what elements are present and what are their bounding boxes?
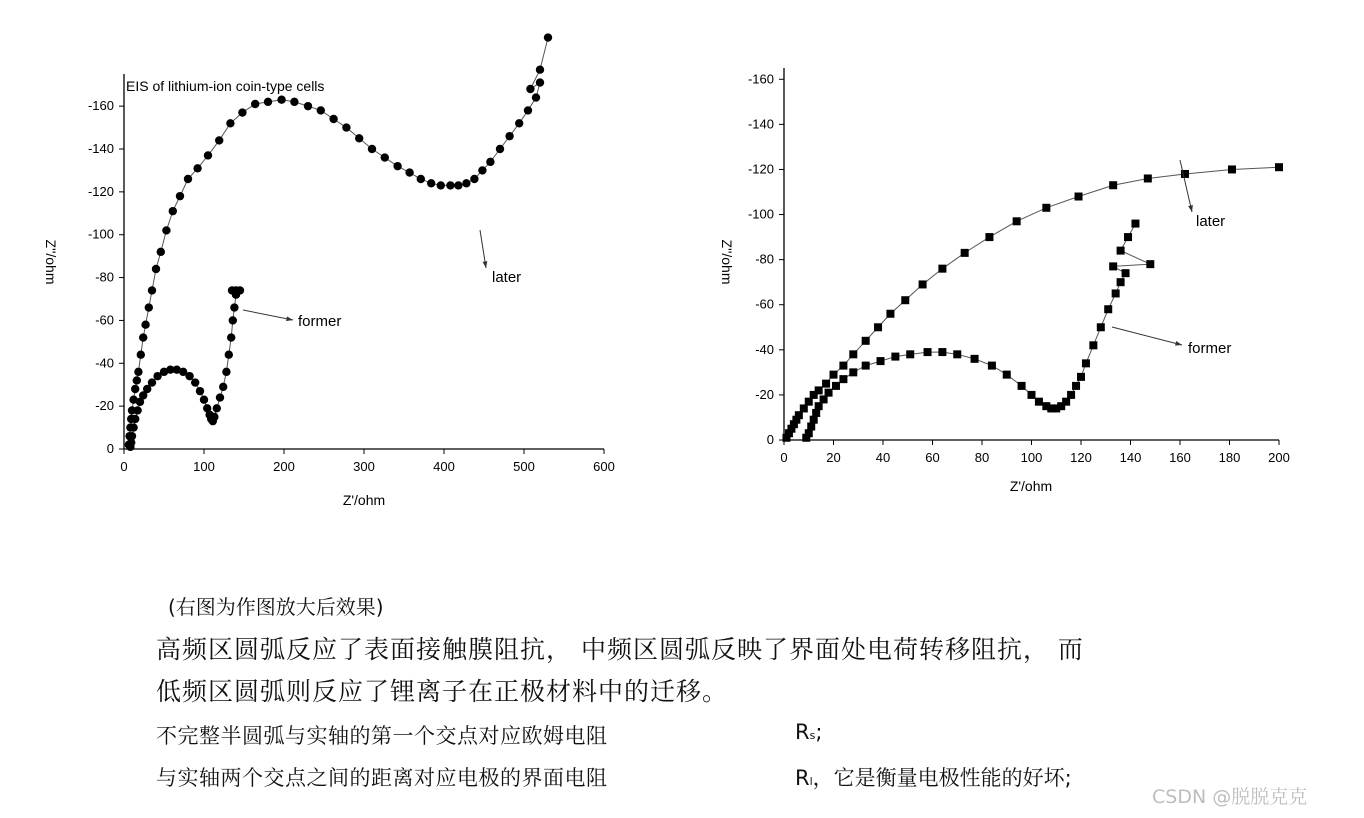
- y-tick-label: -160: [87, 98, 114, 114]
- y-tick-label: -40: [755, 341, 774, 357]
- data-point-former: [1067, 391, 1075, 399]
- annotation-label-former: former: [1188, 340, 1232, 357]
- data-point-later: [427, 179, 435, 187]
- data-point-later: [901, 296, 909, 304]
- data-point-former: [191, 378, 199, 386]
- annotation-label-later: later: [492, 269, 522, 286]
- y-tick-label: -40: [95, 355, 114, 371]
- y-tick-label: -100: [87, 226, 114, 242]
- x-tick-label: 80: [974, 450, 990, 465]
- data-point-former: [1122, 269, 1130, 277]
- x-tick-label: 40: [875, 450, 891, 465]
- data-point-former: [953, 350, 961, 358]
- rl-tail: ，它是衡量电极性能的好坏;: [812, 766, 1072, 790]
- data-point-later: [169, 207, 177, 215]
- data-point-former: [1089, 341, 1097, 349]
- ohmic-resistance-line: 不完整半圆弧与实轴的第一个交点对应欧姆电阻: [156, 724, 608, 748]
- data-point-later: [204, 151, 212, 159]
- data-point-former: [1082, 359, 1090, 367]
- x-axis-label: Z'/ohm: [1009, 478, 1053, 494]
- data-point-later: [815, 386, 823, 394]
- x-tick-label: 100: [193, 459, 215, 474]
- data-point-later: [368, 145, 376, 153]
- data-point-later: [1042, 204, 1050, 212]
- data-point-later: [462, 179, 470, 187]
- data-point-former: [1117, 247, 1125, 255]
- data-point-later: [496, 145, 504, 153]
- data-point-later: [317, 106, 325, 114]
- x-axis-label: Z'/ohm: [342, 492, 386, 508]
- rs-tail: ;: [815, 720, 823, 744]
- y-axis-label: Z''/ohm: [719, 239, 735, 285]
- data-point-former: [877, 357, 885, 365]
- x-tick-label: 120: [1070, 450, 1092, 465]
- data-point-former: [200, 396, 208, 404]
- data-point-later: [919, 280, 927, 288]
- series-former: [802, 220, 1154, 442]
- data-point-later: [486, 158, 494, 166]
- data-point-later: [470, 175, 478, 183]
- data-point-later: [131, 385, 139, 393]
- paragraph-line-1: 高频区圆弧反应了表面接触膜阻抗， 中频区圆弧反映了界面处电荷转移阻抗， 而: [156, 635, 1084, 664]
- data-point-former: [148, 378, 156, 386]
- data-point-former: [988, 362, 996, 370]
- data-point-later: [849, 350, 857, 358]
- annotation-arrowhead-former: [286, 316, 293, 321]
- data-point-later: [874, 323, 882, 331]
- data-point-later: [184, 175, 192, 183]
- annotation-arrowhead-former: [1175, 341, 1182, 346]
- data-point-former: [210, 413, 218, 421]
- data-point-former: [1003, 371, 1011, 379]
- series-later: [125, 33, 553, 449]
- data-point-later: [342, 123, 350, 131]
- data-point-later: [417, 175, 425, 183]
- data-point-former: [1112, 289, 1120, 297]
- data-point-later: [446, 181, 454, 189]
- y-tick-label: -120: [747, 161, 774, 177]
- y-tick-label: -140: [747, 116, 774, 132]
- data-point-former: [133, 406, 141, 414]
- annotation-arrowhead-later: [483, 261, 488, 268]
- data-point-later: [454, 181, 462, 189]
- y-tick-label: -60: [755, 296, 774, 312]
- data-point-former: [1124, 233, 1132, 241]
- data-point-later: [1228, 165, 1236, 173]
- rs-symbol: [795, 720, 822, 744]
- data-point-former: [128, 432, 136, 440]
- y-tick-label: -120: [87, 183, 114, 199]
- x-tick-label: 0: [120, 459, 128, 474]
- y-tick-label: -100: [747, 206, 774, 222]
- data-point-former: [219, 383, 227, 391]
- data-point-later: [822, 380, 830, 388]
- rs-letter: R: [795, 720, 810, 744]
- data-point-former: [229, 316, 237, 324]
- data-point-later: [1075, 193, 1083, 201]
- rl-subscript: l: [809, 775, 813, 788]
- data-point-former: [924, 348, 932, 356]
- data-point-later: [251, 100, 259, 108]
- data-point-later: [277, 96, 285, 104]
- data-point-former: [825, 389, 833, 397]
- data-point-later: [938, 265, 946, 273]
- data-point-former: [839, 375, 847, 383]
- data-point-later: [290, 98, 298, 106]
- x-tick-label: 300: [353, 459, 375, 474]
- data-point-former: [1097, 323, 1105, 331]
- data-point-later: [437, 181, 445, 189]
- x-tick-label: 20: [826, 450, 841, 465]
- data-point-former: [906, 350, 914, 358]
- y-tick-label: -20: [755, 386, 774, 402]
- data-point-former: [1146, 260, 1154, 268]
- data-point-later: [176, 192, 184, 200]
- figure-caption: (右图为作图放大后效果): [168, 595, 384, 619]
- data-point-later: [193, 164, 201, 172]
- data-point-former: [1109, 262, 1117, 270]
- data-point-former: [849, 368, 857, 376]
- data-point-later: [886, 310, 894, 318]
- data-point-former: [225, 351, 233, 359]
- data-point-later: [1275, 163, 1283, 171]
- data-point-later: [393, 162, 401, 170]
- data-point-later: [238, 108, 246, 116]
- data-point-former: [185, 372, 193, 380]
- data-point-former: [222, 368, 230, 376]
- chart-title: EIS of lithium-ion coin-type cells: [126, 78, 325, 94]
- chart-2: [719, 68, 1290, 494]
- data-point-later: [1013, 217, 1021, 225]
- data-point-former: [1131, 220, 1139, 228]
- data-point-later: [139, 333, 147, 341]
- data-point-later: [830, 371, 838, 379]
- y-tick-label: 0: [766, 432, 774, 447]
- data-point-former: [1028, 391, 1036, 399]
- data-point-later: [215, 136, 223, 144]
- data-point-former: [236, 286, 244, 294]
- data-point-former: [862, 362, 870, 370]
- y-tick-label: -80: [755, 251, 774, 267]
- data-point-former: [196, 387, 204, 395]
- data-point-later: [862, 337, 870, 345]
- x-tick-label: 200: [1268, 450, 1290, 465]
- data-point-later: [526, 85, 534, 93]
- data-point-later: [355, 134, 363, 142]
- data-point-former: [216, 393, 224, 401]
- x-tick-label: 140: [1119, 450, 1142, 465]
- data-point-later: [505, 132, 513, 140]
- x-tick-label: 180: [1218, 450, 1241, 465]
- y-axis-label: Z''/ohm: [43, 239, 59, 285]
- data-point-former: [1077, 373, 1085, 381]
- data-point-former: [227, 333, 235, 341]
- data-point-former: [891, 353, 899, 361]
- data-point-former: [1035, 398, 1043, 406]
- rs-subscript: s: [809, 729, 816, 742]
- chart-1: [43, 33, 615, 508]
- data-point-former: [131, 415, 139, 423]
- data-point-later: [532, 93, 540, 101]
- y-tick-label: -80: [95, 269, 114, 285]
- data-point-later: [515, 119, 523, 127]
- data-point-former: [1018, 382, 1026, 390]
- data-point-later: [152, 265, 160, 273]
- data-point-later: [133, 376, 141, 384]
- data-point-former: [213, 404, 221, 412]
- annotation-arrow-former: [243, 310, 293, 320]
- annotation-arrow-former: [1112, 327, 1182, 345]
- data-point-former: [230, 303, 238, 311]
- data-point-later: [134, 368, 142, 376]
- data-point-later: [141, 321, 149, 329]
- data-point-later: [137, 351, 145, 359]
- watermark: CSDN @脱脱克克: [1152, 786, 1308, 808]
- annotation-label-former: former: [298, 313, 342, 330]
- data-point-later: [961, 249, 969, 257]
- data-point-later: [536, 66, 544, 74]
- x-tick-label: 60: [925, 450, 940, 465]
- data-point-later: [157, 248, 165, 256]
- y-tick-label: -20: [95, 398, 114, 414]
- rl-symbol: [795, 762, 1072, 792]
- data-point-later: [839, 362, 847, 370]
- y-tick-label: -140: [87, 141, 114, 156]
- data-point-former: [971, 355, 979, 363]
- annotation-label-later: later: [1196, 213, 1226, 230]
- data-point-later: [544, 33, 552, 41]
- data-point-later: [478, 166, 486, 174]
- series-former: [126, 286, 244, 451]
- data-point-later: [985, 233, 993, 241]
- y-tick-label: -60: [95, 312, 114, 328]
- interface-resistance-line: 与实轴两个交点之间的距离对应电极的界面电阻: [156, 766, 608, 790]
- rl-letter: R: [795, 766, 810, 790]
- data-point-later: [524, 106, 532, 114]
- data-point-former: [1072, 382, 1080, 390]
- annotation-arrow-later: [1180, 160, 1192, 212]
- x-tick-label: 200: [273, 459, 295, 474]
- data-point-former: [1117, 278, 1125, 286]
- data-point-former: [129, 423, 137, 431]
- y-tick-label: -160: [747, 71, 774, 87]
- data-point-later: [226, 119, 234, 127]
- data-point-later: [264, 98, 272, 106]
- x-tick-label: 160: [1169, 450, 1191, 465]
- data-point-later: [1109, 181, 1117, 189]
- y-tick-label: 0: [106, 441, 114, 456]
- data-point-former: [1104, 305, 1112, 313]
- data-point-former: [832, 382, 840, 390]
- x-tick-label: 100: [1020, 450, 1043, 465]
- x-tick-label: 400: [433, 459, 455, 474]
- data-point-former: [938, 348, 946, 356]
- x-tick-label: 600: [593, 459, 615, 474]
- data-point-later: [329, 115, 337, 123]
- paragraph-line-2: 低频区圆弧则反应了锂离子在正极材料中的迁移。: [156, 677, 729, 706]
- data-point-later: [145, 303, 153, 311]
- series-later: [782, 163, 1283, 442]
- data-point-later: [381, 153, 389, 161]
- data-point-later: [162, 226, 170, 234]
- x-tick-label: 0: [780, 450, 788, 465]
- x-tick-label: 500: [513, 459, 535, 474]
- data-point-later: [405, 168, 413, 176]
- data-point-later: [1144, 174, 1152, 182]
- data-point-later: [536, 78, 544, 86]
- data-point-later: [148, 286, 156, 294]
- data-point-later: [304, 102, 312, 110]
